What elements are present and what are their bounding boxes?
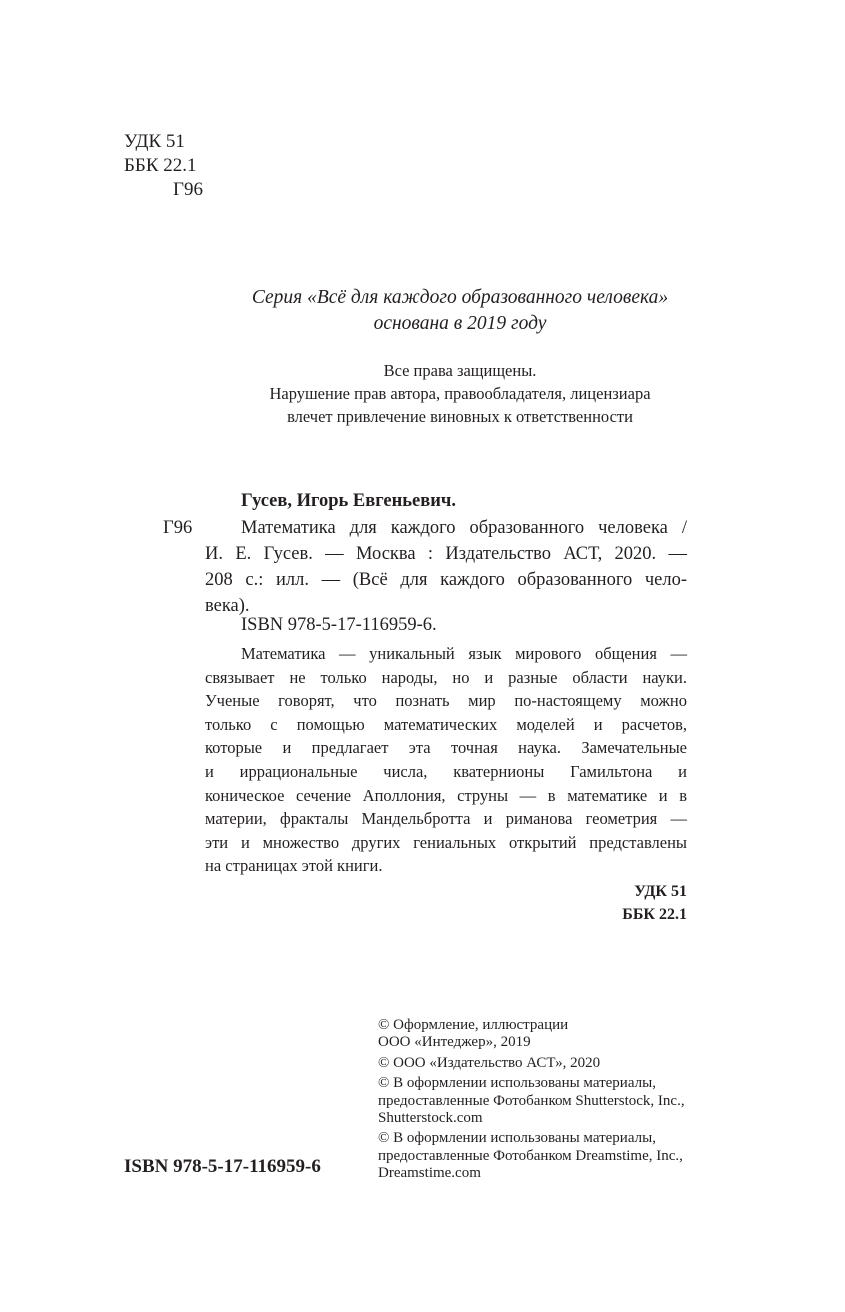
annotation-line: только с помощью математических моделей и расчетов,	[205, 714, 687, 734]
annotation-line: коническое сечение Аполлония, струны — в математике и в	[205, 785, 687, 805]
annotation-line: на страницах этой книги.	[205, 856, 383, 876]
annotation-line: связывает не только народы, но и разные области науки.	[205, 667, 687, 687]
series-line: Серия «Всё для каждого образованного человека»	[251, 287, 669, 308]
bibliography-line: Математика для каждого образованного человека /	[241, 518, 687, 538]
copyright-line: ООО «Интеджер», 2019	[378, 1034, 531, 1051]
right-classification-codes	[622, 880, 687, 926]
udk-code: УДК 51	[124, 131, 185, 152]
copyright-line: Dreamstime.com	[378, 1165, 481, 1182]
copyright-line: © В оформлении использованы материалы,	[378, 1075, 656, 1092]
annotation-line: материи, фракталы Мандельбротта и риманова геометрия —	[205, 809, 687, 829]
bbk-code: ББК 22.1	[124, 155, 197, 176]
copyright-line: © Оформление, иллюстрации	[378, 1017, 569, 1033]
annotation-line: и иррациональные числа, кватернионы Гамильтона и	[205, 761, 687, 781]
author-sign: Г96	[173, 179, 203, 200]
annotation-line: Математика — уникальный язык мирового общения —	[241, 644, 687, 663]
classification-codes	[124, 130, 203, 202]
bibliography-line: И. Е. Гусев. — Москва : Издательство АСТ, 2020. —	[205, 544, 687, 564]
copyright-line: © В оформлении использованы материалы,	[378, 1130, 656, 1147]
bibliographic-record	[205, 515, 687, 619]
bibliography-line: века).	[205, 596, 250, 616]
rights-line: Нарушение прав автора, правообладателя, лицензиара	[269, 384, 651, 403]
copyright-entry	[378, 1055, 685, 1072]
series-line: основана в 2019 году	[373, 313, 547, 334]
annotation-line: Ученые говорят, что познать мир по-настоящему можно	[205, 691, 687, 711]
annotation-line: эти и множество других гениальных открытий представлены	[205, 832, 687, 852]
rights-line: влечет привлечение виновных к ответственности	[287, 407, 633, 426]
rights-notice	[200, 359, 720, 428]
copyright-entry	[378, 1017, 685, 1052]
author-heading: Гусев, Игорь Евгеньевич.	[241, 491, 456, 511]
copyright-line: Shutterstock.com	[378, 1110, 483, 1127]
annotation-line: которые и предлагает эта точная наука. Замечательные	[205, 738, 687, 758]
bibliography-author-sign: Г96	[163, 518, 193, 538]
annotation-text	[205, 642, 687, 878]
bibliography-isbn: ISBN 978-5-17-116959-6.	[241, 615, 437, 635]
copyright-block	[378, 1017, 685, 1186]
copyright-entry	[378, 1075, 685, 1127]
copyright-line: © ООО «Издательство АСТ», 2020	[378, 1054, 601, 1071]
isbn-number: ISBN 978-5-17-116959-6	[124, 1156, 321, 1177]
copyright-line: предоставленные Фотобанком Dreamstime, Inc.,	[378, 1147, 683, 1164]
copyright-entry	[378, 1130, 685, 1182]
udk-code: УДК 51	[634, 883, 687, 900]
bbk-code: ББК 22.1	[622, 906, 687, 923]
series-note	[200, 285, 720, 337]
copyright-line: предоставленные Фотобанком Shutterstock, Inc.,	[378, 1092, 685, 1109]
bibliography-line: 208 с.: илл. — (Всё для каждого образованного чело-	[205, 570, 687, 590]
rights-line: Все права защищены.	[383, 361, 537, 380]
